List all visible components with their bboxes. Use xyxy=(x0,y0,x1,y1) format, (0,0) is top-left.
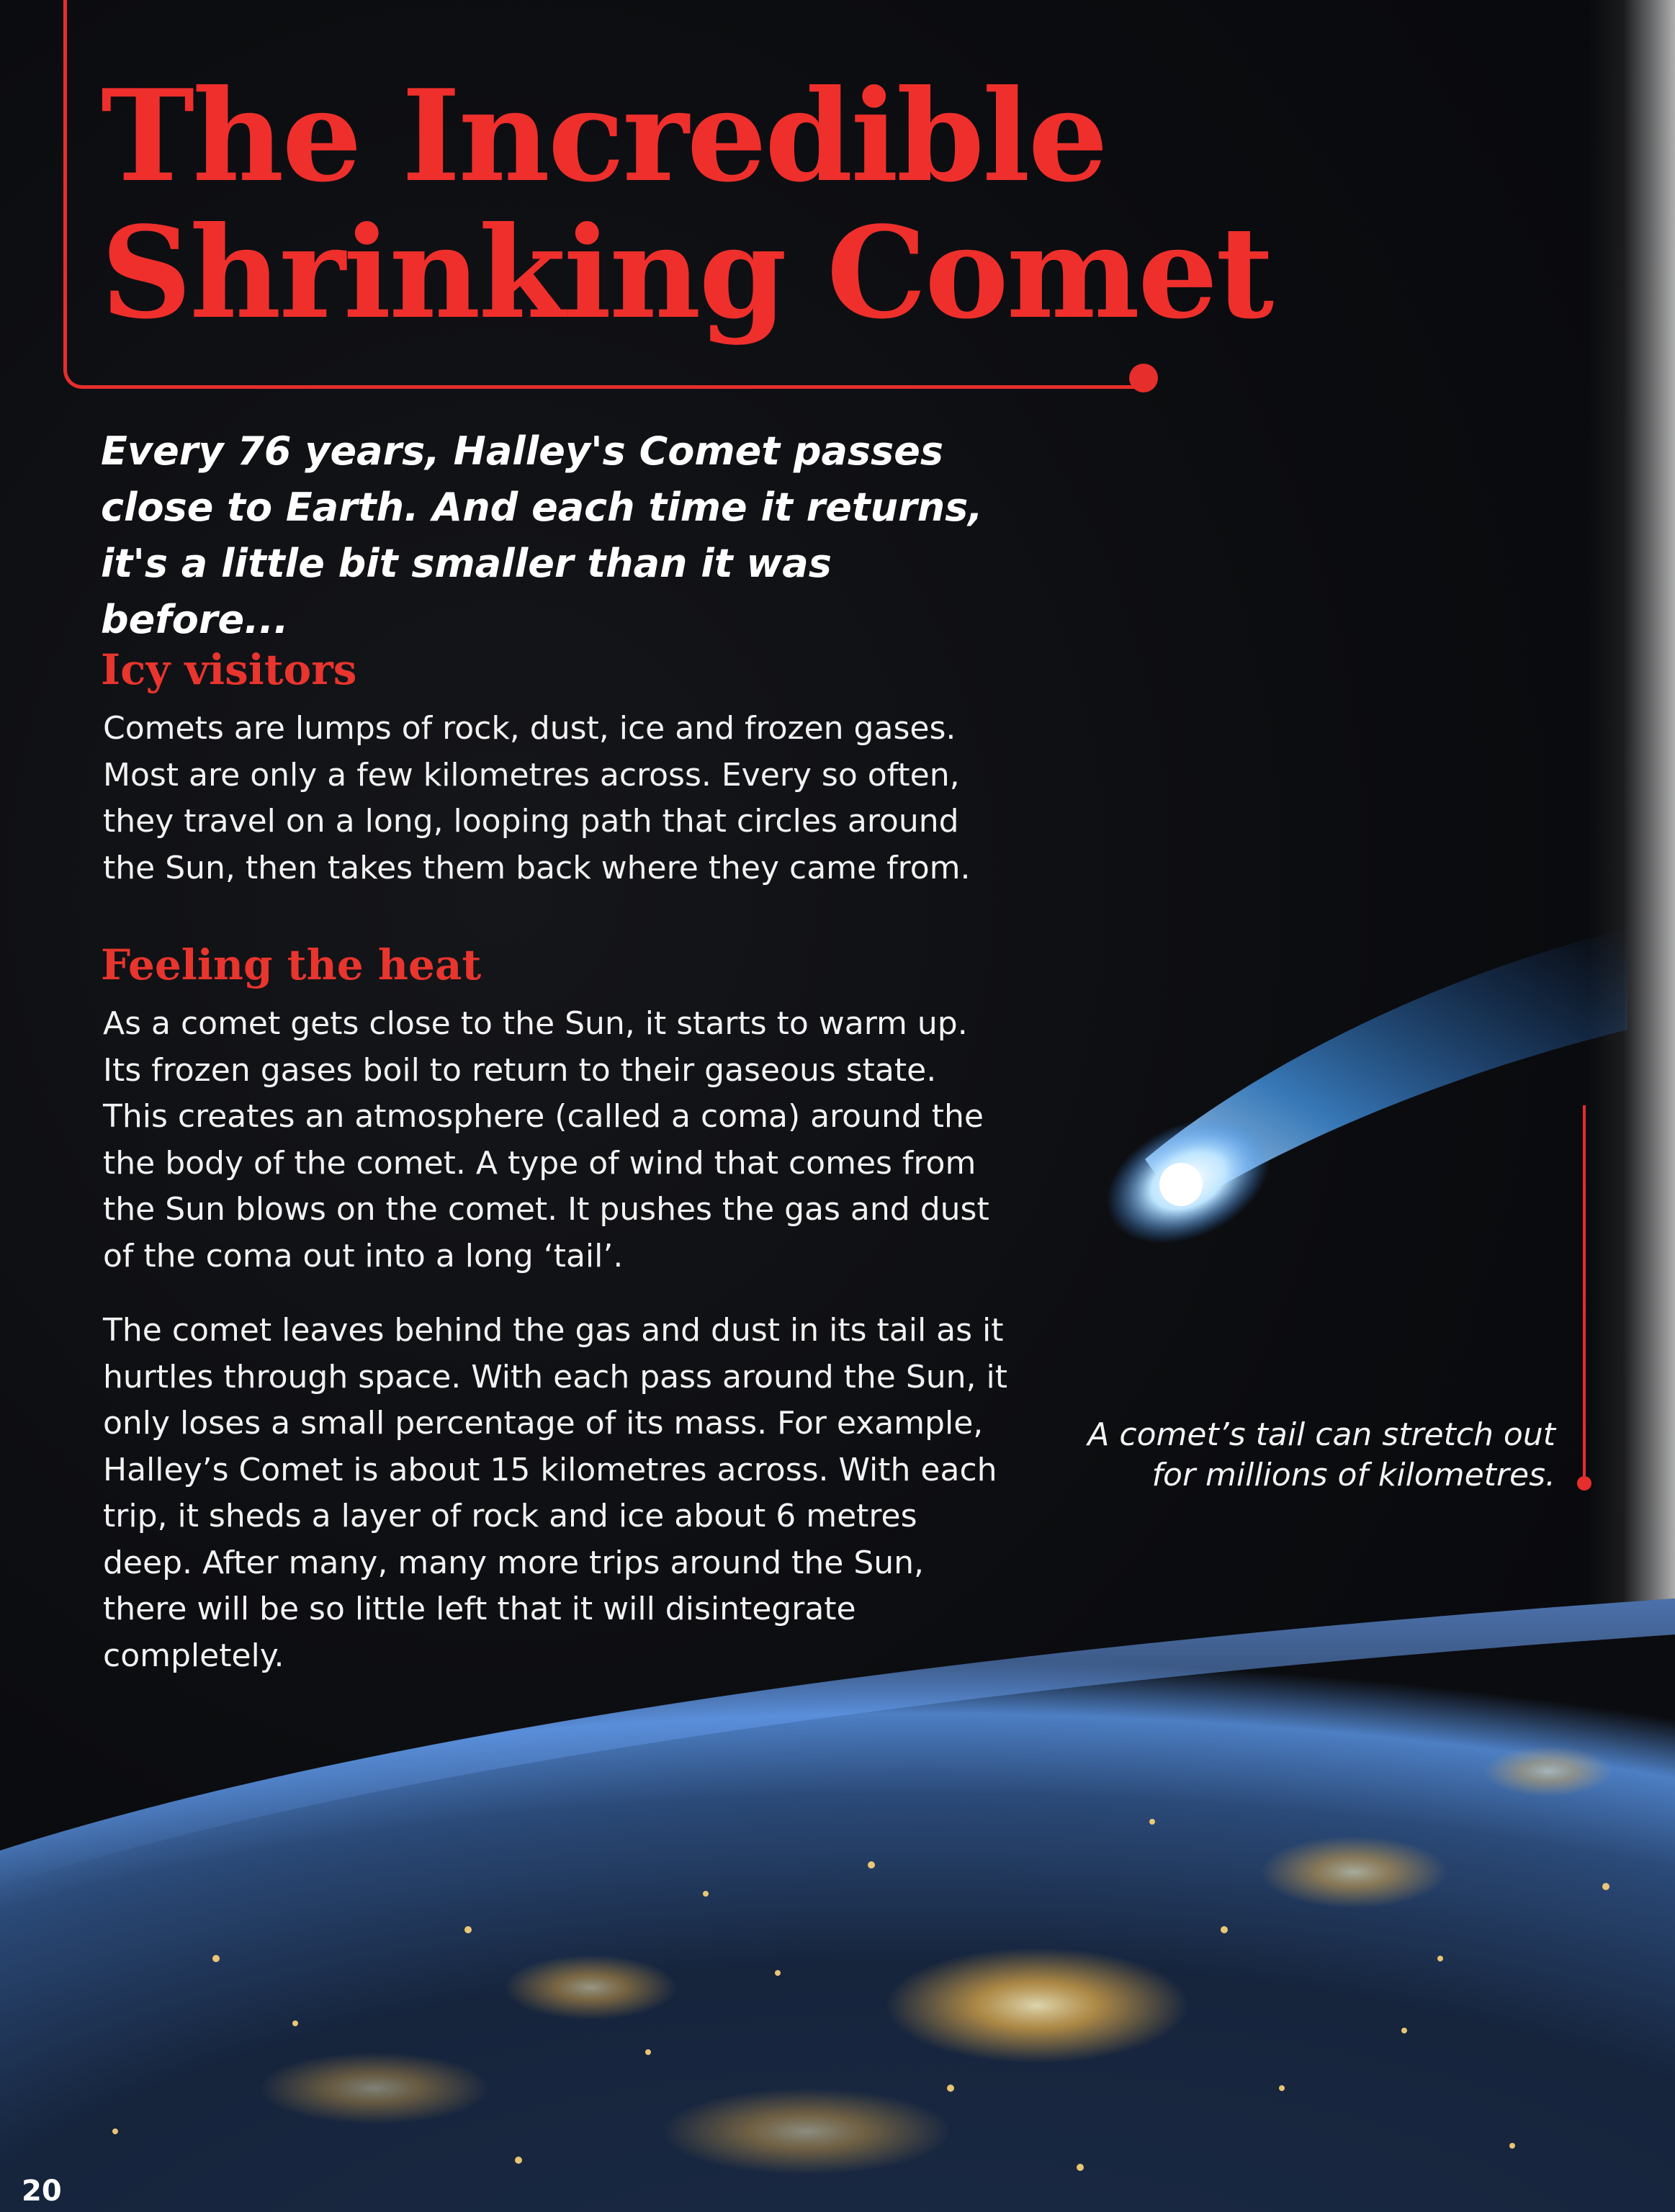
paragraph-feeling-the-heat-2: The comet leaves behind the gas and dust in its tail as it hurtles through space. With each pass around the Sun, it only loses a small percentage of its mass. For example, Halley’s Comet is about 15 kilometres across. With each trip, it sheds a layer of rock and ice about 6 metres deep. After many, many more trips around the Sun, there will be so little left that it will disintegrate completely. xyxy=(103,1312,1007,1674)
heading-feeling-the-heat: Feeling the heat xyxy=(101,940,482,989)
page-number: 20 xyxy=(22,2175,62,2208)
caption-dot xyxy=(1577,1476,1591,1491)
page-title xyxy=(101,63,1272,347)
caption-line xyxy=(1583,1105,1586,1483)
paragraph-icy-visitors: Comets are lumps of rock, dust, ice and frozen gases. Most are only a few kilometres across. Every so often, they travel on a long, looping path that circles around the Sun, then takes them back where they came from. xyxy=(103,710,971,886)
comet-caption: A comet’s tail can stretch out for millions of kilometres. xyxy=(1087,1416,1555,1493)
title-line-1: The Incredible xyxy=(101,63,1106,210)
intro-text: Every 76 years, Halley's Comet passes close to Earth. And each time it returns, it's a little bit smaller than it was before... xyxy=(101,428,983,642)
title-frame-dot xyxy=(1129,364,1158,392)
heading-icy-visitors: Icy visitors xyxy=(101,645,357,694)
title-line-2: Shrinking Comet xyxy=(101,199,1272,347)
comet-image xyxy=(1080,922,1627,1253)
paragraph-feeling-the-heat-1: As a comet gets close to the Sun, it starts to warm up. Its frozen gases boil to return to their gaseous state. This creates an atmosphere (called a coma) around the the body of the comet. A type of wind that comes from the Sun blows on the comet. It pushes the gas and dust of the coma out into a long ‘tail’. xyxy=(103,1005,989,1274)
